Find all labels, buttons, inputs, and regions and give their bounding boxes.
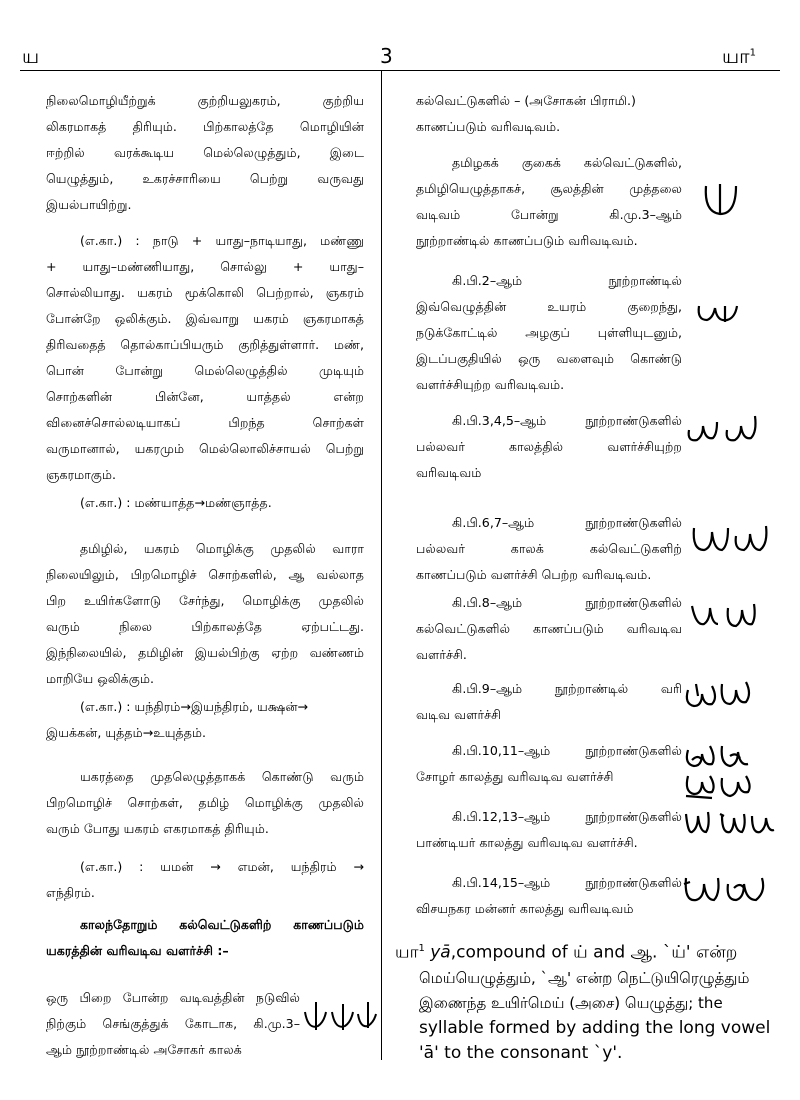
text-line: இந்நிலையில், தமிழின் இயல்பிற்கு ஏற்ற வண்ணம் xyxy=(46,645,364,660)
text-line: கல்வெட்டுகளில் – (அசோகன் பிராமி.) xyxy=(416,93,636,108)
header-right-sup: 1 xyxy=(749,47,756,59)
header-right-word-text: யா xyxy=(722,44,750,68)
page-number: 3 xyxy=(380,44,393,68)
right-block-1 xyxy=(416,88,682,140)
text-line: ஞகரமாகும். xyxy=(46,467,117,482)
text-line: கி.பி.8–ஆம் நூற்றாண்டுகளில் xyxy=(452,595,682,610)
entry-line-5: 'ā' to the consonant `y'. xyxy=(419,1042,623,1063)
text-line: காணப்படும் வளர்ச்சி பெற்ற வரிவடிவம். xyxy=(416,567,652,582)
ya-glyph-pandya-icon xyxy=(682,808,778,842)
text-line: சொல்லியாது. யகரம் மூக்கொலி பெற்றால், ஞகரம் xyxy=(46,285,364,300)
entry-line-2: மெய்யெழுத்தும், `ஆ' என்ற நெட்டுயிரெழுத்தும் xyxy=(419,968,750,987)
header-left-letter: ய xyxy=(22,44,40,68)
text-line: காலந்தோறும் கல்வெட்டுகளிற் காணப்படும் xyxy=(80,917,364,932)
text-line: சொற்களின் பின்னே, யாத்தல் என்ற xyxy=(46,389,364,404)
left-paragraph-8 xyxy=(46,912,364,964)
header-rule xyxy=(20,70,780,71)
header-right-word xyxy=(722,44,756,71)
left-paragraph-2 xyxy=(46,228,364,488)
left-paragraph-6 xyxy=(46,764,364,842)
text-line: கி.பி.3,4,5–ஆம் நூற்றாண்டுகளில் xyxy=(452,413,682,428)
text-line: லிகரமாகத் திரியும். பிற்காலத்தே மொழியின் xyxy=(46,119,364,134)
ya-glyph-pallava-icon xyxy=(685,412,765,448)
ya-glyph-2nd-century-icon xyxy=(695,298,745,328)
ya-glyph-chola-icon xyxy=(682,740,754,804)
right-block-8 xyxy=(416,738,682,790)
right-block-9 xyxy=(416,804,682,856)
text-line: பல்லவர் காலக் கல்வெட்டுகளிற் xyxy=(416,541,682,556)
text-line: யகரத்தை முதலெழுத்தாகக் கொண்டு வரும் xyxy=(80,769,364,784)
column-divider xyxy=(381,70,382,1060)
right-block-6 xyxy=(416,590,682,668)
text-line: எந்திரம். xyxy=(46,885,95,900)
right-block-5 xyxy=(416,510,682,588)
text-line: மாறியே ஒலிக்கும். xyxy=(46,671,154,686)
text-line: பல்லவர் காலத்தில் வளர்ச்சியுற்ற xyxy=(416,439,682,454)
text-line: பொன் போன்று மெல்லெழுத்தில் முடியும் xyxy=(46,363,364,378)
right-block-4 xyxy=(416,408,682,486)
text-line: இயக்கன், யுத்தம்→உயுத்தம். xyxy=(46,725,207,740)
text-line: பிற உயிர்களோடு சேர்ந்து, மொழிக்கு முதலில் xyxy=(46,593,364,608)
text-line: வடிவம் போன்று கி.மு.3–ஆம் xyxy=(416,207,682,222)
right-block-3 xyxy=(416,268,682,398)
text-line: ஆம் நூற்றாண்டில் அசோகர் காலக் xyxy=(46,1042,242,1057)
text-line: தமிழில், யகரம் மொழிக்கு முதலில் வாரா xyxy=(80,541,364,556)
left-paragraph-9 xyxy=(46,985,300,1063)
tamil-brahmi-ya-glyph-icon xyxy=(700,180,744,220)
text-line: கி.பி.12,13–ஆம் நூற்றாண்டுகளில் xyxy=(452,809,682,824)
left-paragraph-3 xyxy=(46,490,364,516)
text-line: இடப்பகுதியில் ஒரு வளைவும் கொண்டு xyxy=(416,351,682,366)
text-line: நிற்கும் செங்குத்துக் கோடாக, கி.மு.3– xyxy=(46,1016,300,1031)
text-line: (எ.கா.) : யமன் → எமன், யந்திரம் → xyxy=(80,859,364,874)
text-line: விசயநகர மன்னர் காலத்து வரிவடிவம் xyxy=(416,901,634,916)
entry-line-1 xyxy=(395,936,775,966)
text-line: திரிவதைத் தொல்காப்பியரும் குறித்துள்ளார். மண், xyxy=(46,337,364,352)
ya-glyph-9th-century-icon xyxy=(682,674,752,714)
text-line: நிலைமொழியீற்றுக் குற்றியலுகரம், குற்றிய xyxy=(46,93,364,108)
text-line: நடுக்கோட்டில் அழகுப் புள்ளியுடனும், xyxy=(416,325,682,340)
text-line: காணப்படும் வரிவடிவம். xyxy=(416,119,561,134)
text-line: வளர்ச்சியுற்ற வரிவடிவம். xyxy=(416,377,565,392)
text-line: நிலையிலும், பிறமொழிச் சொற்களில், ஆ வல்லாத xyxy=(46,567,364,582)
text-line: நூற்றாண்டில் காணப்படும் வரிவடிவம். xyxy=(416,233,638,248)
dictionary-entry xyxy=(395,936,775,1066)
entry-line-4: syllable formed by adding the long vowel xyxy=(419,1017,771,1038)
brahmi-ya-glyph-icon xyxy=(300,1000,380,1036)
entry-text: ,compound of ய் and ஆ. `ய்' என்ற xyxy=(450,942,738,963)
text-line: இவ்வெழுத்தின் உயரம் குறைந்து, xyxy=(416,299,682,314)
left-paragraph-5 xyxy=(46,694,364,746)
entry-line-3: இணைந்த உயிர்மெய் (அசை) யெழுத்து; the xyxy=(419,993,723,1012)
text-line: ஈற்றில் வரக்கூடிய மெல்லெழுத்தும், இடை xyxy=(46,145,364,160)
text-line: கல்வெட்டுகளில் காணப்படும் வரிவடிவ xyxy=(416,621,682,636)
text-line: வளர்ச்சி. xyxy=(416,647,467,662)
text-line: யெழுத்தும், உகரச்சாரியை பெற்று வருவது xyxy=(46,171,364,186)
left-paragraph-7 xyxy=(46,854,364,906)
text-line: சோழர் காலத்து வரிவடிவ வளர்ச்சி xyxy=(416,769,614,784)
left-paragraph-4 xyxy=(46,536,364,692)
text-line: யகரத்தின் வரிவடிவ வளர்ச்சி :– xyxy=(46,943,229,958)
entry-sup: 1 xyxy=(418,943,425,954)
text-line: கி.பி.14,15–ஆம் நூற்றாண்டுகளில் xyxy=(452,875,682,890)
text-line: இயல்பாயிற்று. xyxy=(46,197,132,212)
text-line: தமிழகக் குகைக் கல்வெட்டுகளில், xyxy=(452,155,682,170)
text-line: ஒரு பிறை போன்ற வடிவத்தின் நடுவில் xyxy=(46,990,300,1005)
entry-translit: yā xyxy=(430,942,451,963)
right-block-2 xyxy=(416,150,682,254)
text-line: வடிவ வளர்ச்சி xyxy=(416,707,501,722)
text-line: வரும் நிலை பிற்காலத்தே ஏற்பட்டது. xyxy=(46,619,364,634)
text-line: வருமானால், யகரமும் மெல்லொலிச்சாயல் பெற்று xyxy=(46,441,364,456)
text-line: கி.பி.6,7–ஆம் நூற்றாண்டுகளில் xyxy=(452,515,682,530)
ya-glyph-6-7-century-icon xyxy=(690,522,772,558)
text-line: பிறமொழிச் சொற்கள், தமிழ் மொழிக்கு முதலில் xyxy=(46,795,364,810)
text-line: + யாது–மண்ணியாது, சொல்லு + யாது– xyxy=(46,259,364,274)
text-line: கி.பி.9–ஆம் நூற்றாண்டில் வரி xyxy=(452,681,682,696)
entry-headword: யா xyxy=(395,942,419,963)
ya-glyph-vijayanagara-icon xyxy=(682,870,772,914)
text-line: வினைச்சொல்லடியாகப் பிறந்த சொற்கள் xyxy=(46,415,364,430)
text-line: போன்றே ஒலிக்கும். இவ்வாறு யகரம் ஞகரமாகத் xyxy=(46,311,364,326)
text-line: பாண்டியர் காலத்து வரிவடிவ வளர்ச்சி. xyxy=(416,835,638,850)
text-line: (எ.கா.) : மண்யாத்த→மண்ஞாத்த. xyxy=(80,495,272,510)
text-line: கி.பி.2–ஆம் நூற்றாண்டில் xyxy=(452,273,682,288)
left-paragraph-1 xyxy=(46,88,364,218)
ya-glyph-8th-century-icon xyxy=(688,598,758,634)
text-line: (எ.கா.) : யந்திரம்→இயந்திரம், யக்ஷன்→ xyxy=(80,699,309,714)
right-block-7 xyxy=(416,676,682,728)
text-line: (எ.கா.) : நாடு + யாது–நாடியாது, மண்ணு xyxy=(80,233,364,248)
text-line: வரும் போது யகரம் எகரமாகத் திரியும். xyxy=(46,821,269,836)
text-line: வரிவடிவம் xyxy=(416,465,482,480)
right-block-10 xyxy=(416,870,682,922)
text-line: கி.பி.10,11–ஆம் நூற்றாண்டுகளில் xyxy=(452,743,682,758)
text-line: தமிழியெழுத்தாகச், சூலத்தின் முத்தலை xyxy=(416,181,682,196)
